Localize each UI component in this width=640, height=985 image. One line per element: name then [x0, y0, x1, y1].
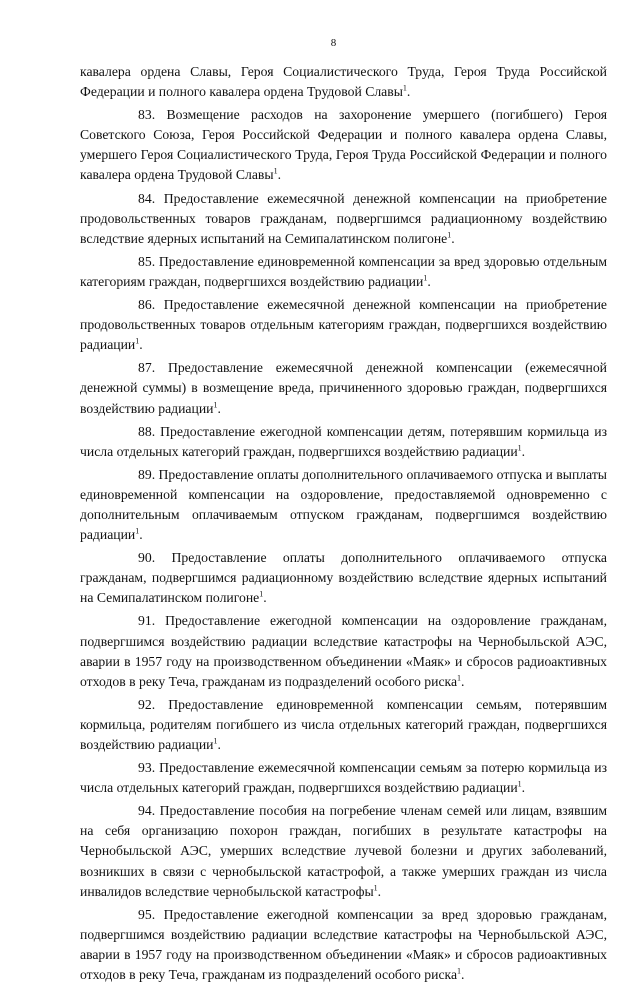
paragraph-end: . — [263, 590, 267, 606]
footnote-ref: 1 — [402, 83, 407, 93]
paragraph-text: 95. Предоставление ежегодной компенсации за вред здоровью гражданам, подвергшимся воздействию радиации вследствие катастрофы на Чернобыльской АЭС, аварии в 1957 году на производственном объединении «Маяк» и сбросов радиоактивных отходов в реку Теча, гражданам из подразделений особого риска — [80, 906, 607, 983]
paragraph-text: 91. Предоставление ежегодной компенсации на оздоровление гражданам, подвергшимся воздействию радиации вследствие катастрофы на Чернобыльской АЭС, аварии в 1957 году на производственном объединении «Маяк» и сбросов радиоактивных отходов в реку Теча, гражданам из подразделений особого риска — [80, 613, 607, 689]
paragraph-text: 93. Предоставление ежемесячной компенсации семьям за потерю кормильца из числа отдельных категорий граждан, подвергшихся воздействию радиации — [80, 760, 607, 796]
paragraph — [80, 801, 607, 901]
page-number: 8 — [330, 37, 337, 49]
paragraph — [80, 548, 607, 608]
paragraph-text: 86. Предоставление ежемесячной денежной компенсации на приобретение продовольственных товаров отдельным категориям граждан, подвергшихся воздействию радиации — [80, 297, 607, 353]
paragraph-end: . — [217, 737, 221, 752]
footnote-ref: 1 — [457, 966, 462, 976]
paragraph-text: 85. Предоставление единовременной компенсации за вред здоровью отдельным категориям граждан, подвергшихся воздействию радиации — [80, 253, 607, 289]
paragraph — [80, 252, 607, 292]
paragraph-text: 84. Предоставление ежемесячной денежной компенсации на приобретение продовольственных товаров гражданам, подвергшимся радиационному воздействию вследствие ядерных испытаний на Семипалатинском полигоне — [80, 190, 607, 246]
paragraph-end: . — [217, 400, 221, 416]
paragraph — [80, 62, 607, 102]
paragraph-end: . — [406, 84, 411, 100]
paragraph-text: кавалера ордена Славы, Героя Социалистического Труда, Героя Труда Российской Федерации и полного кавалера ордена Трудовой Славы — [80, 64, 607, 100]
footnote-ref: 1 — [517, 779, 522, 789]
paragraph-end: . — [139, 527, 143, 543]
paragraph-text: 92. Предоставление единовременной компенсации семьям, потерявшим кормильца, родителям погибшего из числа отдельных категорий граждан, подвергшихся воздействию радиации — [80, 696, 607, 752]
paragraph-end: . — [277, 167, 281, 183]
footnote-ref: 1 — [135, 526, 140, 536]
footnote-ref: 1 — [457, 673, 462, 683]
footnote-ref: 1 — [517, 443, 522, 453]
paragraph-end: . — [427, 273, 431, 289]
paragraph-text: 89. Предоставление оплаты дополнительного оплачиваемого отпуска и выплаты единовременной компенсации на оздоровление, предоставляемой одновременно с дополнительным оплачиваемым отпуском гражданам, подвергшимся воздействию радиации — [80, 466, 607, 543]
paragraph — [80, 758, 607, 798]
paragraph-text: 90. Предоставление оплаты дополнительного оплачиваемого отпуска гражданам, подвергшимся радиационному воздействию вследствие ядерных испытаний на Семипалатинском полигоне — [80, 550, 607, 606]
paragraph-end: . — [461, 967, 465, 983]
paragraph — [80, 611, 607, 691]
paragraph — [80, 422, 607, 462]
document-body — [80, 62, 607, 985]
footnote-ref: 1 — [423, 273, 428, 283]
footnote-ref: 1 — [213, 399, 218, 409]
paragraph — [80, 189, 607, 249]
paragraph-end: . — [139, 337, 143, 353]
footnote-ref: 1 — [373, 883, 378, 893]
paragraph — [80, 295, 607, 355]
footnote-ref: 1 — [213, 736, 218, 746]
paragraph-text: 88. Предоставление ежегодной компенсации детям, потерявшим кормильца из числа отдельных категорий граждан, подвергшихся воздействию радиации — [80, 423, 607, 459]
footnote-ref: 1 — [447, 230, 452, 240]
paragraph-end: . — [377, 883, 382, 899]
paragraph-text: 83. Возмещение расходов на захоронение умершего (погибшего) Героя Советского Союза, Героя Российской Федерации и полного кавалера ордена Славы, умершего Героя Социалистического Труда, Героя Труда Российской Федерации и полного кавалера ордена Трудовой Славы — [80, 107, 607, 183]
paragraph — [80, 465, 607, 545]
paragraph — [80, 358, 607, 418]
paragraph-end: . — [451, 230, 455, 246]
paragraph — [80, 695, 607, 755]
footnote-ref: 1 — [135, 336, 140, 346]
paragraph — [80, 905, 607, 985]
paragraph-end: . — [521, 780, 526, 796]
paragraph-end: . — [461, 673, 465, 689]
paragraph — [80, 105, 607, 185]
footnote-ref: 1 — [273, 166, 278, 176]
paragraph-text: 94. Предоставление пособия на погребение членам семей или лицам, взявшим на себя организацию похорон граждан, погибших в результате катастрофы на Чернобыльской АЭС, умерших вследствие лучевой болезни и других заболеваний, возникших в связи с чернобыльской катастрофой, а также умерших граждан из числа инвалидов вследствие чернобыльской катастрофы — [80, 803, 607, 899]
paragraph-end: . — [521, 443, 526, 459]
footnote-ref: 1 — [259, 589, 264, 599]
paragraph-text: 87. Предоставление ежемесячной денежной компенсации (ежемесячной денежной суммы) в возмещение вреда, причиненного здоровью граждан, подвергшихся воздействию радиации — [80, 360, 607, 416]
